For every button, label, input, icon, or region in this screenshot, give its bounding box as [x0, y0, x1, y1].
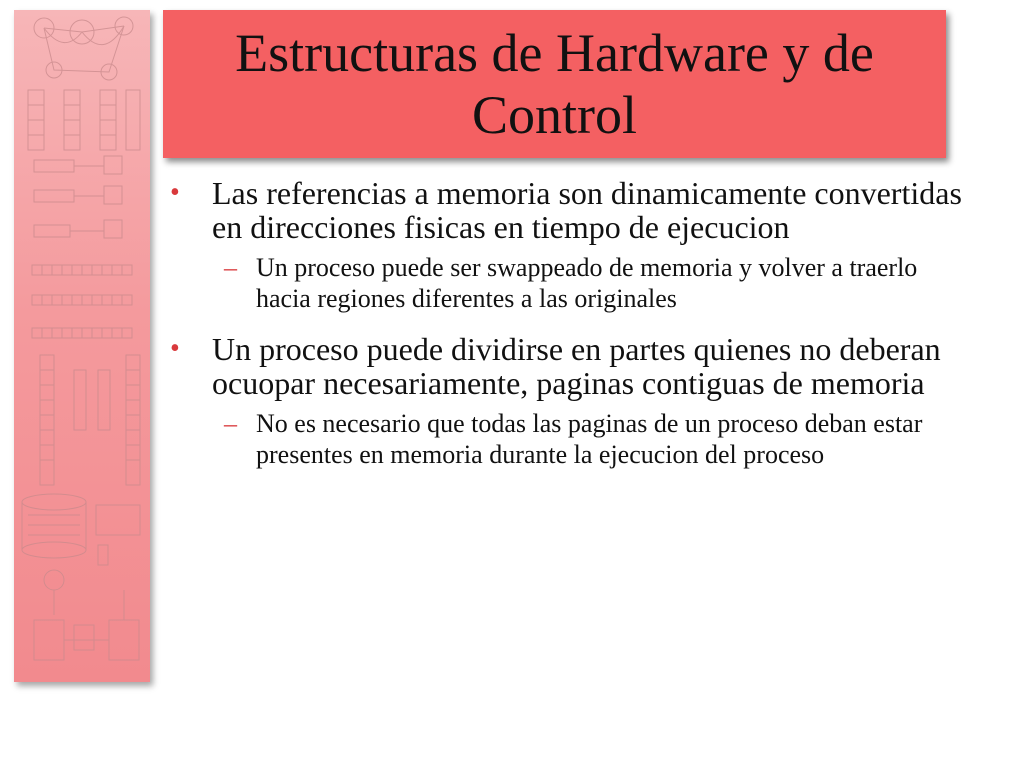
sub-bullet-marker: – [224, 253, 237, 282]
bullet-text: Las referencias a memoria son dinamicamente convertidas en direcciones fisicas en tiempo de ejecucion [212, 175, 962, 245]
sub-bullet-item [168, 252, 968, 314]
sub-bullet-marker: – [224, 409, 237, 438]
diagram-background-graphic [14, 10, 150, 682]
bullet-item [168, 332, 968, 400]
bullet-text: Un proceso puede dividirse en partes quienes no deberan ocuopar necesariamente, paginas contiguas de memoria [212, 331, 941, 401]
title-band [163, 10, 946, 158]
slide-title: Estructuras de Hardware y de Control [235, 23, 874, 145]
sub-bullet-item [168, 408, 968, 470]
bullet-marker: • [170, 333, 180, 364]
slide-body [168, 176, 968, 488]
sub-bullet-text: No es necesario que todas las paginas de un proceso deban estar presentes en memoria durante la ejecucion del proceso [256, 409, 923, 469]
bullet-item [168, 176, 968, 244]
decorative-sidebar [14, 10, 150, 682]
bullet-marker: • [170, 177, 180, 208]
sub-bullet-text: Un proceso puede ser swappeado de memoria y volver a traerlo hacia regiones diferentes a las originales [256, 253, 918, 313]
